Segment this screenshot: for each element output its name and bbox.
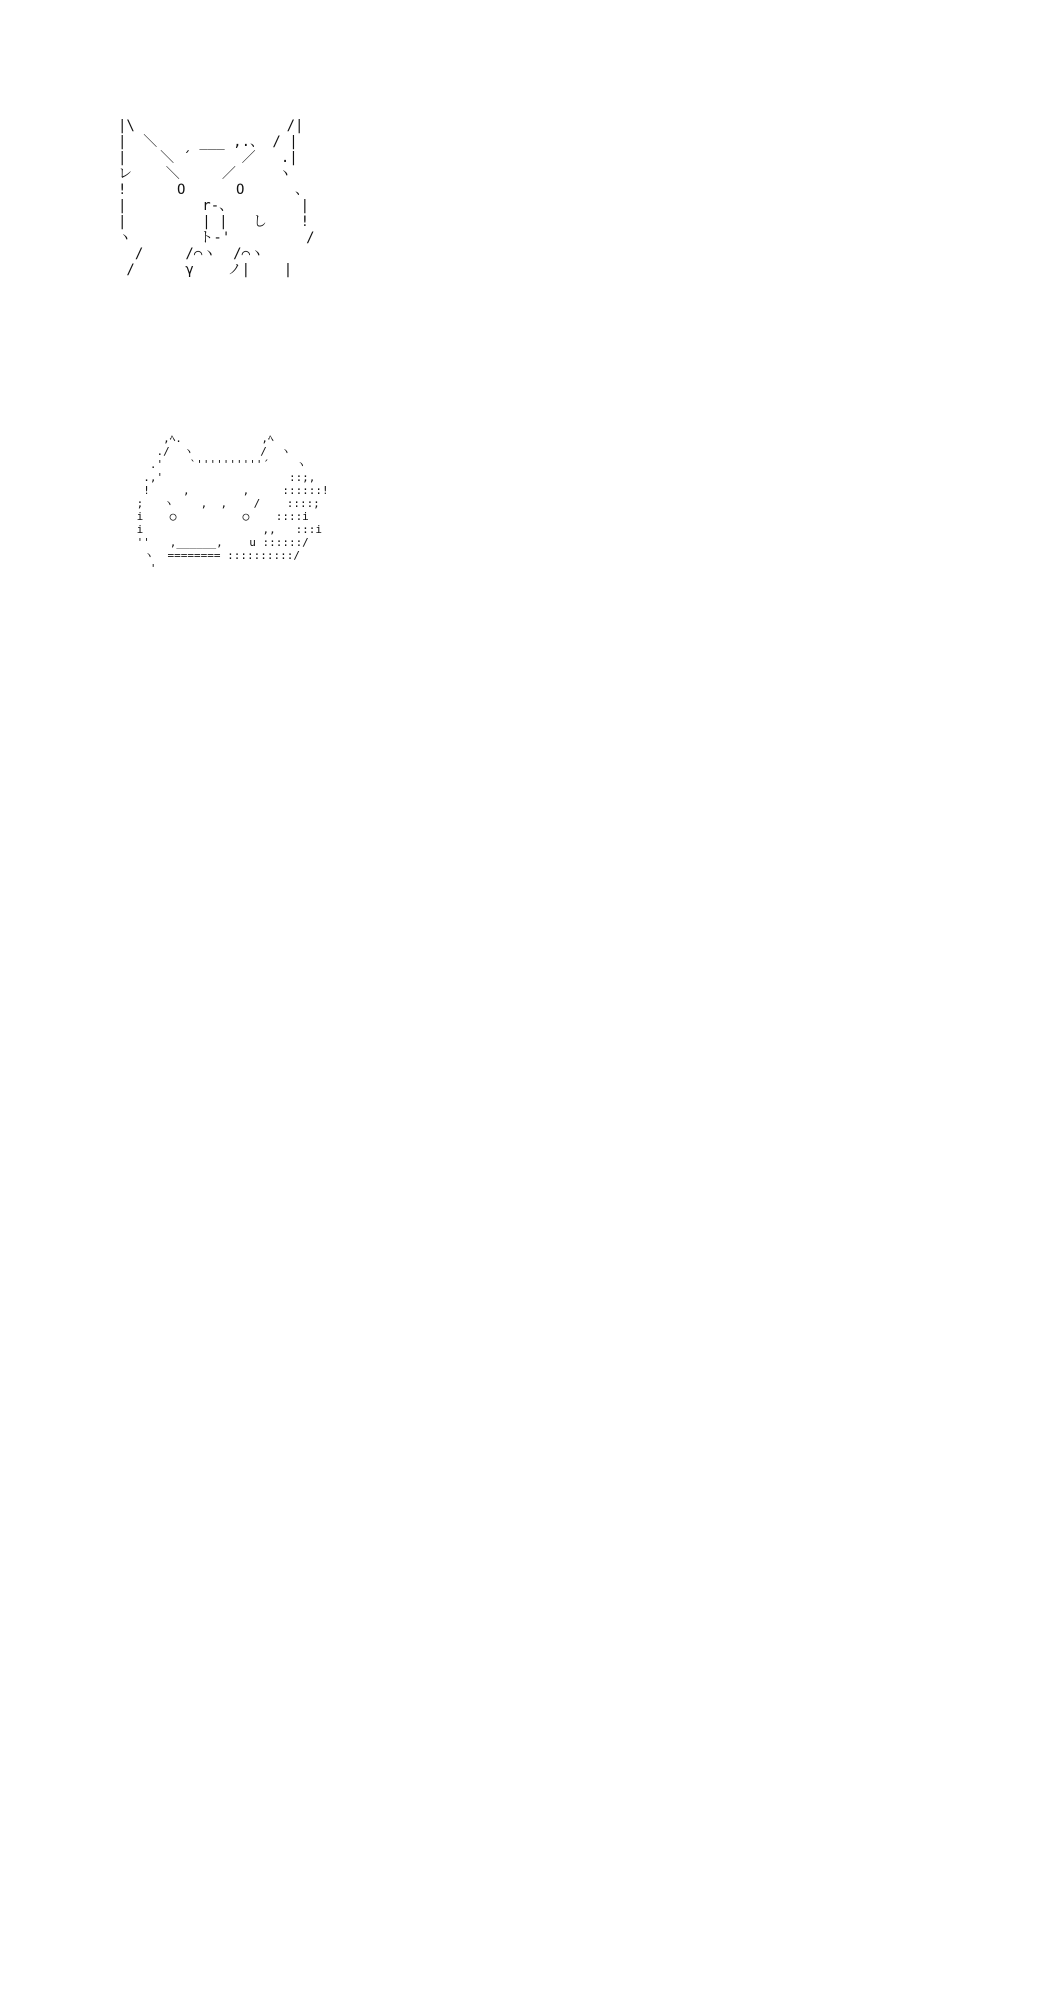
ascii-art-cat-2: ,ﾍ. ,ﾍ ./ ヽ / ヽ .' `''''''''''´ ヽ .,' ::;, ! , , ::::::! ; ヽ , , / ::::; i ◯ ◯ ::::i i ,, :::i '' ,______, u ::::::/ ヽ ======== ::::::::::/ ' [136, 432, 329, 575]
post-header-2355 [22, 20, 44, 36]
ascii-art-cat-1: |\ /| | ＼ ___ ,.、 / | | ＼ ´ ／ .| レ ＼ ／ ヽ ! O O 、 | r‐、 | | | | し ! ヽ ト‐' / / /⌒ヽ /⌒ヽ / γ ノ| | [118, 118, 315, 278]
